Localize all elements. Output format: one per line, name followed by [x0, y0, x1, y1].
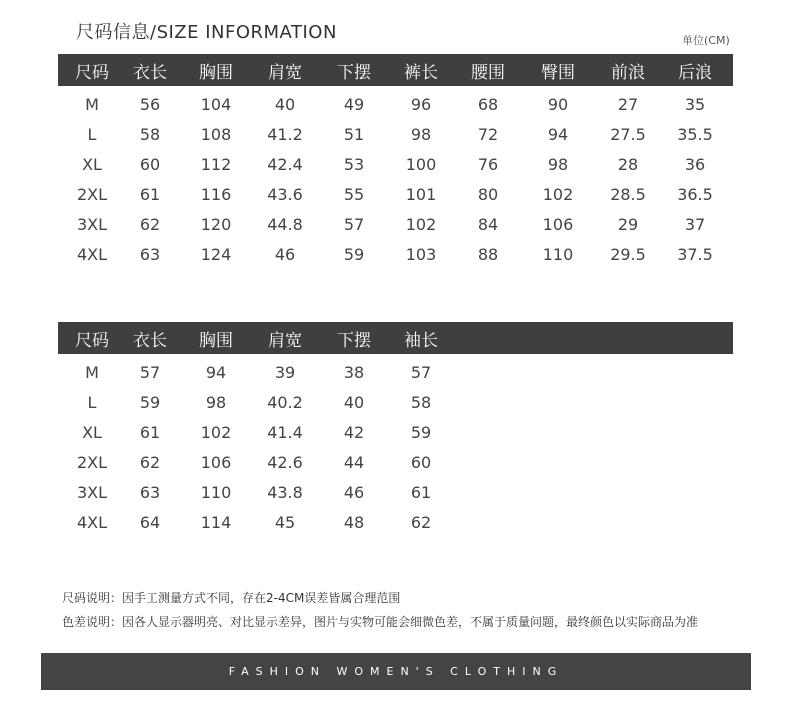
size-table-full-cell: 102 [542, 184, 574, 204]
size-table-full-cell: 59 [343, 244, 365, 264]
size-table-full-cell: 36 [684, 154, 706, 174]
size-table-full-cell: 110 [542, 244, 574, 264]
size-table-full-row [58, 89, 733, 119]
size-table-top-header-cell: 袖长 [404, 330, 438, 351]
size-table-full-header-cell: 衣长 [133, 62, 167, 83]
size-table-full-cell: 124 [200, 244, 232, 264]
page-title: 尺码信息/SIZE INFORMATION [76, 22, 337, 43]
size-table-top-cell: L [87, 392, 97, 412]
size-table-top-cell: 57 [410, 362, 432, 382]
size-table-top-cell: 58 [410, 392, 432, 412]
size-table-top-cell: 42.6 [267, 452, 303, 472]
size-table-full-cell: 90 [547, 94, 569, 114]
size-table-top-cell: 41.4 [267, 422, 303, 442]
size-table-full-cell: 53 [343, 154, 365, 174]
size-table-full-cell: 4XL [76, 244, 108, 264]
size-table-full-cell: 96 [410, 94, 432, 114]
size-table-full-cell: 27 [617, 94, 639, 114]
size-table-top-cell: 106 [200, 452, 232, 472]
size-table-full-cell: 40 [274, 94, 296, 114]
size-table-full-header-cell: 裤长 [404, 62, 438, 83]
size-table-full-cell: 41.2 [267, 124, 303, 144]
size-table-top-cell: 114 [200, 512, 232, 532]
size-table-full-cell: M [85, 94, 99, 114]
size-table-full-row [58, 179, 733, 209]
size-table-top-cell: 61 [139, 422, 161, 442]
size-table-full-header-cell: 腰围 [471, 62, 505, 83]
size-table-full-cell: 37 [684, 214, 706, 234]
size-table-top-cell: 45 [274, 512, 296, 532]
size-table-top-cell: XL [82, 422, 102, 442]
size-table-top-cell: 57 [139, 362, 161, 382]
size-table-top-cell: M [85, 362, 99, 382]
size-table-full-cell: 103 [405, 244, 437, 264]
size-table-full-cell: 3XL [76, 214, 108, 234]
size-table-full-cell: 28 [617, 154, 639, 174]
size-table-top-row [58, 507, 733, 537]
size-table-top-cell: 62 [410, 512, 432, 532]
size-table-full-header-cell: 下摆 [337, 62, 371, 83]
size-table-full-cell: 101 [405, 184, 437, 204]
size-table-top-cell: 61 [410, 482, 432, 502]
size-table-full-cell: 108 [200, 124, 232, 144]
size-table-full-header-cell: 胸围 [199, 62, 233, 83]
size-table-top-header-cell: 下摆 [337, 330, 371, 351]
size-table-full-cell: 42.4 [267, 154, 303, 174]
color-note: 色差说明：因各人显示器明亮、对比显示差异，图片与实物可能会细微色差，不属于质量问题，最终颜色以实际商品为准 [62, 615, 699, 629]
size-table-top-cell: 44 [343, 452, 365, 472]
size-table-top-cell: 3XL [76, 482, 108, 502]
size-table-full-cell: 49 [343, 94, 365, 114]
size-table-full-cell: 37.5 [677, 244, 713, 264]
size-table-full-row [58, 209, 733, 239]
size-table-full-header-cell: 后浪 [678, 62, 712, 83]
size-table-top-cell: 4XL [76, 512, 108, 532]
size-table-full-cell: 84 [477, 214, 499, 234]
size-table-top-cell: 48 [343, 512, 365, 532]
size-table-top-cell: 40.2 [267, 392, 303, 412]
size-table-full-cell: 35.5 [677, 124, 713, 144]
size-table-top-cell: 62 [139, 452, 161, 472]
size-table-top-cell: 2XL [76, 452, 108, 472]
size-table-top-row [58, 357, 733, 387]
size-table-full-header-cell: 肩宽 [268, 62, 302, 83]
size-table-full-cell: 2XL [76, 184, 108, 204]
size-table-full-cell: 112 [200, 154, 232, 174]
size-table-top-header-cell: 衣长 [133, 330, 167, 351]
size-table-full [58, 54, 733, 269]
size-table-full-cell: 63 [139, 244, 161, 264]
size-table-top-cell: 64 [139, 512, 161, 532]
size-table-full-cell: 57 [343, 214, 365, 234]
size-table-full-cell: 94 [547, 124, 569, 144]
size-table-full-cell: 120 [200, 214, 232, 234]
size-table-top-header-cell: 胸围 [199, 330, 233, 351]
footer-text: FASHION WOMEN'S CLOTHING [228, 665, 564, 678]
size-table-top-cell: 42 [343, 422, 365, 442]
size-table-full-cell: 27.5 [610, 124, 646, 144]
size-table-full-cell: L [87, 124, 97, 144]
size-table-full-cell: 80 [477, 184, 499, 204]
size-table-full-cell: 28.5 [610, 184, 646, 204]
size-table-top-row [58, 477, 733, 507]
size-table-top-header-cell: 尺码 [75, 330, 109, 351]
size-table-full-header-cell: 臀围 [541, 62, 575, 83]
size-table-top-cell: 102 [200, 422, 232, 442]
size-table-full-header [58, 54, 733, 86]
size-table-full-header-cell: 前浪 [611, 62, 645, 83]
size-table-full-cell: 106 [542, 214, 574, 234]
size-table-top-cell: 59 [139, 392, 161, 412]
size-table-full-cell: 116 [200, 184, 232, 204]
size-table-full-cell: 29.5 [610, 244, 646, 264]
size-table-full-row [58, 119, 733, 149]
size-table-top-cell: 110 [200, 482, 232, 502]
size-table-full-cell: 102 [405, 214, 437, 234]
size-table-full-cell: 46 [274, 244, 296, 264]
size-table-full-cell: 29 [617, 214, 639, 234]
size-table-full-cell: 60 [139, 154, 161, 174]
size-table-full-cell: 76 [477, 154, 499, 174]
size-table-full-cell: 36.5 [677, 184, 713, 204]
size-table-full-cell: 98 [410, 124, 432, 144]
size-table-full-cell: 100 [405, 154, 437, 174]
footer-banner [41, 653, 751, 690]
size-table-top-cell: 59 [410, 422, 432, 442]
size-table-top-cell: 60 [410, 452, 432, 472]
size-table-full-cell: 62 [139, 214, 161, 234]
size-table-full-cell: 61 [139, 184, 161, 204]
size-table-top-row [58, 417, 733, 447]
size-table-top-cell: 39 [274, 362, 296, 382]
size-table-full-cell: 56 [139, 94, 161, 114]
size-table-top-row [58, 447, 733, 477]
size-table-full-cell: 35 [684, 94, 706, 114]
size-table-full-cell: 58 [139, 124, 161, 144]
size-table-top-cell: 43.8 [267, 482, 303, 502]
size-table-top-cell: 38 [343, 362, 365, 382]
size-table-full-cell: 72 [477, 124, 499, 144]
size-table-top-header [58, 322, 733, 354]
size-table-full-row [58, 149, 733, 179]
size-table-full-cell: 88 [477, 244, 499, 264]
size-table-top-cell: 63 [139, 482, 161, 502]
size-table-top-row [58, 387, 733, 417]
size-table-top-cell: 40 [343, 392, 365, 412]
unit-label: 单位(CM) [682, 34, 730, 47]
size-table-full-header-cell: 尺码 [75, 62, 109, 83]
size-table-full-cell: 44.8 [267, 214, 303, 234]
size-table-full-cell: 98 [547, 154, 569, 174]
size-table-full-cell: 55 [343, 184, 365, 204]
size-table-top-header-cell: 肩宽 [268, 330, 302, 351]
size-table-full-cell: 68 [477, 94, 499, 114]
size-note: 尺码说明：因手工测量方式不同，存在2-4CM误差皆属合理范围 [62, 591, 401, 605]
size-table-full-row [58, 239, 733, 269]
size-table-top-cell: 94 [205, 362, 227, 382]
size-table-full-cell: 51 [343, 124, 365, 144]
size-table-full-cell: 104 [200, 94, 232, 114]
size-table-top [58, 322, 733, 537]
size-table-full-cell: XL [82, 154, 102, 174]
size-table-full-cell: 43.6 [267, 184, 303, 204]
size-table-top-cell: 46 [343, 482, 365, 502]
size-table-top-cell: 98 [205, 392, 227, 412]
